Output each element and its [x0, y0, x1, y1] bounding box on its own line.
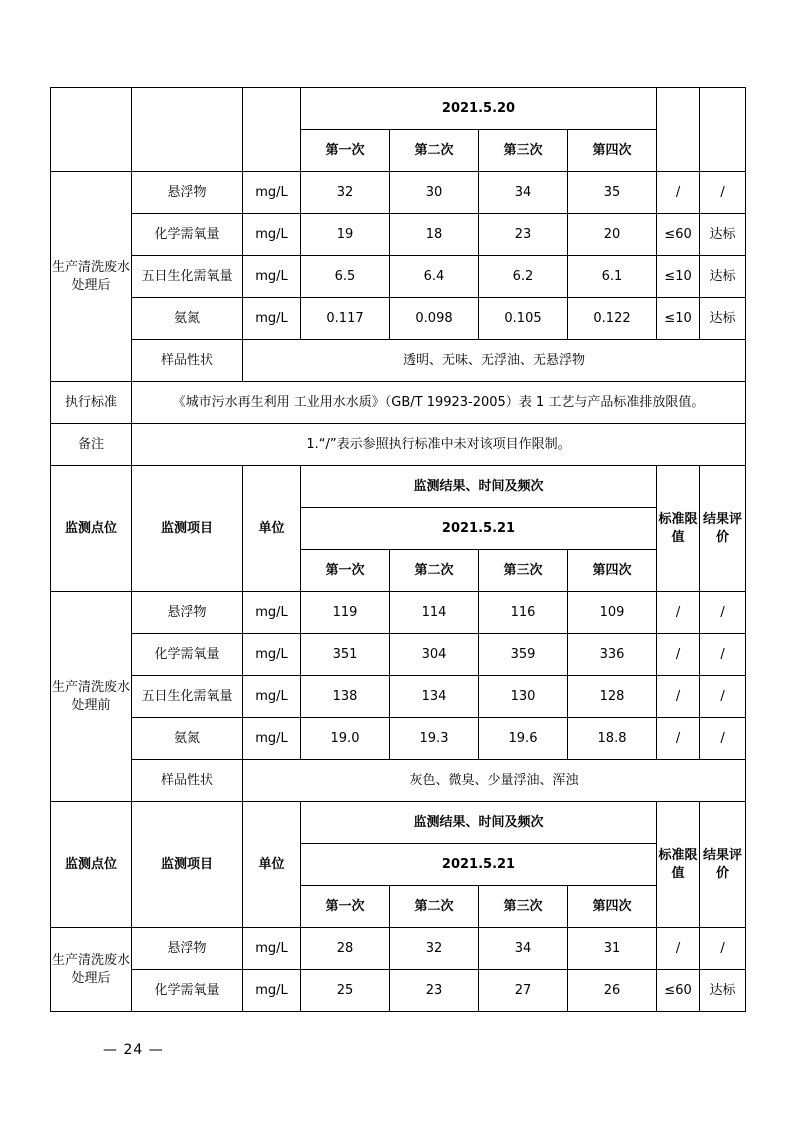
time-header-2: 第二次 [390, 130, 479, 172]
time-header-4: 第四次 [568, 130, 657, 172]
table-row [51, 382, 746, 424]
item-cell: 化学需氧量 [132, 970, 243, 1012]
date-header: 2021.5.20 [301, 88, 657, 130]
limit-cell: / [657, 592, 700, 634]
time-header-4: 第四次 [568, 886, 657, 928]
header-unit-cell [243, 88, 301, 172]
header-eval-cell [700, 88, 746, 172]
table-row [51, 214, 746, 256]
unit-cell: mg/L [243, 634, 301, 676]
date-header: 2021.5.21 [301, 844, 657, 886]
sample-value: 灰色、微臭、少量浮油、浑浊 [243, 760, 746, 802]
value-cell: 304 [390, 634, 479, 676]
value-cell: 119 [301, 592, 390, 634]
limit-cell: ≤60 [657, 214, 700, 256]
limit-cell: ≤10 [657, 298, 700, 340]
value-cell: 23 [390, 970, 479, 1012]
value-cell: 359 [479, 634, 568, 676]
value-cell: 19 [301, 214, 390, 256]
eval-cell: 达标 [700, 970, 746, 1012]
value-cell: 19.6 [479, 718, 568, 760]
value-cell: 0.105 [479, 298, 568, 340]
value-cell: 134 [390, 676, 479, 718]
time-header-3: 第三次 [479, 886, 568, 928]
value-cell: 6.4 [390, 256, 479, 298]
value-cell: 6.5 [301, 256, 390, 298]
value-cell: 27 [479, 970, 568, 1012]
unit-cell: mg/L [243, 928, 301, 970]
limit-cell: / [657, 928, 700, 970]
value-cell: 109 [568, 592, 657, 634]
time-header-3: 第三次 [479, 130, 568, 172]
value-cell: 32 [301, 172, 390, 214]
value-cell: 6.2 [479, 256, 568, 298]
value-cell: 34 [479, 172, 568, 214]
results-header: 监测结果、时间及频次 [301, 802, 657, 844]
time-header-2: 第二次 [390, 886, 479, 928]
table-row [51, 424, 746, 466]
item-cell: 五日生化需氧量 [132, 676, 243, 718]
eval-cell: / [700, 676, 746, 718]
table-row [51, 256, 746, 298]
unit-cell: mg/L [243, 970, 301, 1012]
location-cell: 生产清洗废水处理后 [51, 928, 132, 1012]
time-header-3: 第三次 [479, 550, 568, 592]
unit-cell: mg/L [243, 676, 301, 718]
monitoring-table [50, 87, 746, 1012]
table-row [51, 928, 746, 970]
standard-value: 《城市污水再生利用 工业用水水质》（GB/T 19923-2005）表 1 工艺与产品标准排放限值。 [132, 382, 746, 424]
eval-cell: / [700, 172, 746, 214]
time-header-4: 第四次 [568, 550, 657, 592]
value-cell: 114 [390, 592, 479, 634]
value-cell: 130 [479, 676, 568, 718]
value-cell: 28 [301, 928, 390, 970]
header-limit: 标准限值 [657, 802, 700, 928]
item-cell: 化学需氧量 [132, 214, 243, 256]
value-cell: 0.098 [390, 298, 479, 340]
value-cell: 336 [568, 634, 657, 676]
remark-label: 备注 [51, 424, 132, 466]
header-item: 监测项目 [132, 802, 243, 928]
date-header: 2021.5.21 [301, 508, 657, 550]
limit-cell: ≤60 [657, 970, 700, 1012]
location-cell: 生产清洗废水处理前 [51, 592, 132, 802]
eval-cell: / [700, 928, 746, 970]
table-row [51, 760, 746, 802]
table-row [51, 718, 746, 760]
value-cell: 31 [568, 928, 657, 970]
unit-cell: mg/L [243, 214, 301, 256]
table-row [51, 592, 746, 634]
item-cell: 五日生化需氧量 [132, 256, 243, 298]
item-cell: 悬浮物 [132, 172, 243, 214]
value-cell: 0.122 [568, 298, 657, 340]
value-cell: 0.117 [301, 298, 390, 340]
header-item-cell [132, 88, 243, 172]
value-cell: 116 [479, 592, 568, 634]
table-row [51, 970, 746, 1012]
unit-cell: mg/L [243, 298, 301, 340]
time-header-1: 第一次 [301, 130, 390, 172]
limit-cell: / [657, 172, 700, 214]
value-cell: 20 [568, 214, 657, 256]
eval-cell: 达标 [700, 298, 746, 340]
remark-value: 1.“/”表示参照执行标准中未对该项目作限制。 [132, 424, 746, 466]
eval-cell: / [700, 718, 746, 760]
header-limit: 标准限值 [657, 466, 700, 592]
time-header-2: 第二次 [390, 550, 479, 592]
header-location: 监测点位 [51, 466, 132, 592]
sample-value: 透明、无味、无浮油、无悬浮物 [243, 340, 746, 382]
unit-cell: mg/L [243, 718, 301, 760]
value-cell: 32 [390, 928, 479, 970]
header-item: 监测项目 [132, 466, 243, 592]
value-cell: 26 [568, 970, 657, 1012]
limit-cell: / [657, 676, 700, 718]
time-header-1: 第一次 [301, 886, 390, 928]
standard-label: 执行标准 [51, 382, 132, 424]
value-cell: 25 [301, 970, 390, 1012]
item-cell: 悬浮物 [132, 592, 243, 634]
value-cell: 18 [390, 214, 479, 256]
results-header: 监测结果、时间及频次 [301, 466, 657, 508]
time-header-1: 第一次 [301, 550, 390, 592]
header-location: 监测点位 [51, 802, 132, 928]
eval-cell: / [700, 592, 746, 634]
table-row [51, 340, 746, 382]
header-eval: 结果评价 [700, 802, 746, 928]
item-cell: 化学需氧量 [132, 634, 243, 676]
value-cell: 19.3 [390, 718, 479, 760]
value-cell: 23 [479, 214, 568, 256]
eval-cell: 达标 [700, 214, 746, 256]
table-row [51, 172, 746, 214]
header-eval: 结果评价 [700, 466, 746, 592]
header-location-cell [51, 88, 132, 172]
value-cell: 30 [390, 172, 479, 214]
page-number: — 24 — [103, 1042, 164, 1058]
item-cell: 悬浮物 [132, 928, 243, 970]
location-cell: 生产清洗废水处理后 [51, 172, 132, 382]
value-cell: 128 [568, 676, 657, 718]
sample-label: 样品性状 [132, 760, 243, 802]
limit-cell: / [657, 718, 700, 760]
value-cell: 351 [301, 634, 390, 676]
value-cell: 138 [301, 676, 390, 718]
header-unit: 单位 [243, 466, 301, 592]
item-cell: 氨氮 [132, 298, 243, 340]
eval-cell: 达标 [700, 256, 746, 298]
sample-label: 样品性状 [132, 340, 243, 382]
limit-cell: / [657, 634, 700, 676]
unit-cell: mg/L [243, 592, 301, 634]
value-cell: 19.0 [301, 718, 390, 760]
value-cell: 34 [479, 928, 568, 970]
table-row [51, 298, 746, 340]
header-limit-cell [657, 88, 700, 172]
header-unit: 单位 [243, 802, 301, 928]
unit-cell: mg/L [243, 256, 301, 298]
unit-cell: mg/L [243, 172, 301, 214]
value-cell: 18.8 [568, 718, 657, 760]
limit-cell: ≤10 [657, 256, 700, 298]
item-cell: 氨氮 [132, 718, 243, 760]
value-cell: 35 [568, 172, 657, 214]
table-row [51, 676, 746, 718]
table-row [51, 634, 746, 676]
value-cell: 6.1 [568, 256, 657, 298]
eval-cell: / [700, 634, 746, 676]
